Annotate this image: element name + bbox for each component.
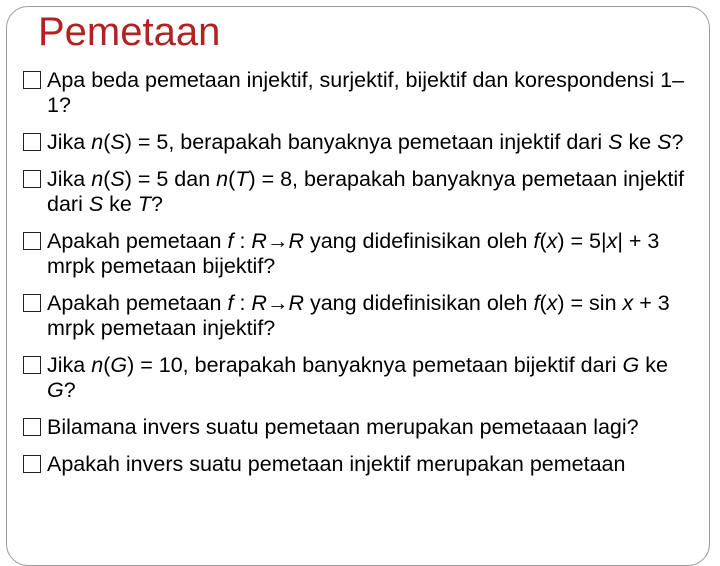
box-icon xyxy=(23,232,41,250)
bullet-text: ( xyxy=(539,291,547,315)
math-variable: n xyxy=(91,130,104,154)
bullet-text: ? xyxy=(671,130,684,154)
math-variable: n xyxy=(91,167,104,191)
bullet-text: Jika xyxy=(47,130,92,154)
bullet-text: → xyxy=(266,291,289,315)
bullet-text: ( xyxy=(228,167,236,191)
bullet-item xyxy=(22,353,694,403)
bullet-text: ) = 5, berapakah banyaknya pemetaan injektif dari xyxy=(124,130,609,154)
math-variable: f xyxy=(227,291,234,315)
bullet-text: Apakah pemetaan xyxy=(47,291,228,315)
bullet-text: : xyxy=(233,291,252,315)
math-variable: x xyxy=(546,291,558,315)
bullet-text: ke xyxy=(639,353,668,377)
math-variable: x xyxy=(546,229,558,253)
math-variable: R xyxy=(251,291,267,315)
bullet-text: yang didefinisikan oleh xyxy=(303,291,534,315)
bullet-text: ) = 8, berapakah banyaknya pemetaan injektif dari xyxy=(47,167,685,216)
bullet-text: ( xyxy=(539,229,547,253)
math-variable: G xyxy=(47,378,64,402)
bullet-text: Apakah invers suatu pemetaan injektif merupakan pemetaan xyxy=(47,452,626,476)
bullet-text: Jika xyxy=(47,353,92,377)
box-icon xyxy=(23,71,41,89)
math-variable: G xyxy=(622,353,640,377)
bullet-item xyxy=(22,229,694,279)
box-icon xyxy=(23,418,41,436)
bullet-text: Apa beda pemetaan injektif, surjektif, bijektif dan korespondensi 1–1? xyxy=(47,68,685,117)
bullet-text: Bilamana invers suatu pemetaan merupakan pemetaaan lagi? xyxy=(47,415,639,439)
math-variable: S xyxy=(88,192,104,216)
math-variable: n xyxy=(216,167,229,191)
math-variable: x xyxy=(622,291,634,315)
math-variable: n xyxy=(91,353,104,377)
bullet-list xyxy=(22,68,694,489)
bullet-text: ke xyxy=(103,192,138,216)
math-variable: f xyxy=(227,229,234,253)
math-variable: R xyxy=(288,291,304,315)
bullet-item xyxy=(22,68,694,118)
math-variable: R xyxy=(251,229,267,253)
bullet-item xyxy=(22,130,694,155)
bullet-text: ) = 5| xyxy=(557,229,607,253)
math-variable: R xyxy=(288,229,304,253)
bullet-text: ? xyxy=(150,192,163,216)
bullet-item xyxy=(22,452,694,477)
bullet-text: ( xyxy=(103,130,111,154)
box-icon xyxy=(23,294,41,312)
bullet-item xyxy=(22,415,694,440)
bullet-text: ( xyxy=(103,167,111,191)
math-variable: f xyxy=(533,229,540,253)
box-icon xyxy=(23,356,41,374)
bullet-text: ke xyxy=(622,130,658,154)
box-icon xyxy=(23,455,41,473)
bullet-text: ) = 10, berapakah banyaknya pemetaan bijektif dari xyxy=(127,353,623,377)
bullet-text: Jika xyxy=(47,167,92,191)
math-variable: S xyxy=(110,130,125,154)
math-variable: S xyxy=(110,167,125,191)
bullet-text: : xyxy=(233,229,252,253)
bullet-item xyxy=(22,291,694,341)
box-icon xyxy=(23,133,41,151)
bullet-text: ) = 5 dan xyxy=(124,167,217,191)
math-variable: S xyxy=(657,130,672,154)
slide-title: Pemetaan xyxy=(38,10,221,54)
math-variable: G xyxy=(110,353,128,377)
math-variable: T xyxy=(137,192,151,216)
math-variable: T xyxy=(235,167,249,191)
math-variable: S xyxy=(608,130,623,154)
bullet-text: | + 3 mrpk pemetaan bijektif? xyxy=(47,229,660,278)
math-variable: f xyxy=(533,291,540,315)
bullet-text: → xyxy=(266,229,289,253)
math-variable: x xyxy=(606,229,618,253)
bullet-item xyxy=(22,167,694,217)
bullet-text: Apakah pemetaan xyxy=(47,229,228,253)
bullet-text: yang didefinisikan oleh xyxy=(303,229,534,253)
box-icon xyxy=(23,170,41,188)
bullet-text: ( xyxy=(103,353,111,377)
bullet-text: ) = sin xyxy=(557,291,623,315)
bullet-text: ? xyxy=(63,378,76,402)
bullet-text: + 3 mrpk pemetaan injektif? xyxy=(47,291,670,340)
